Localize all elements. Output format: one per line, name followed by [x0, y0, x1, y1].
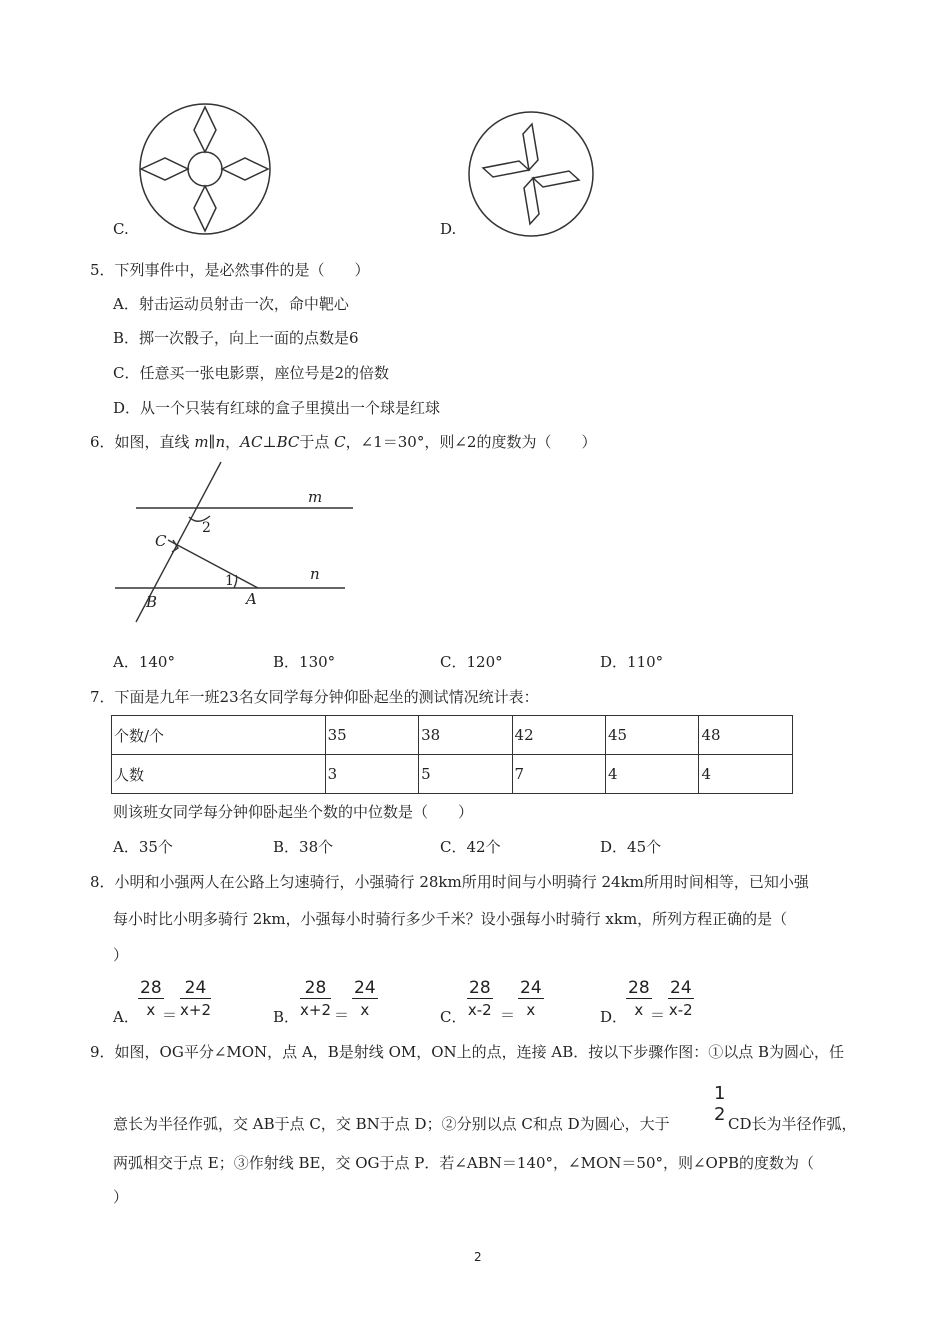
- table-cell: 3: [325, 755, 418, 794]
- q8-option-c-frac2: $\frac{24}{x}$: [520, 978, 542, 1019]
- table-cell: 4: [699, 755, 793, 794]
- q8-option-a-frac2: $\frac{24}{x+2}$: [180, 978, 211, 1019]
- q6-stem: 6．如图，直线 m∥n，AC⊥BC于点 C，∠1＝30°，则∠2的度数为（ ）: [90, 433, 597, 451]
- option-c-label: C.: [113, 220, 129, 238]
- table-cell: 7: [512, 755, 605, 794]
- q7-option-d: D．45个: [600, 838, 662, 856]
- q8-option-a-label: A．: [113, 1008, 139, 1026]
- q6-option-b: B．130°: [273, 653, 336, 671]
- option-d-label: D.: [440, 220, 457, 238]
- table-cell: 42: [512, 716, 605, 755]
- q7-option-b: B．38个: [273, 838, 334, 856]
- q5-option-c: C．任意买一张电影票，座位号是2的倍数: [113, 364, 390, 382]
- q7-stem: 7．下面是九年一班23名女同学每分钟仰卧起坐的测试情况统计表：: [90, 688, 539, 706]
- q8-option-d-frac1: $\frac{28}{x}$: [628, 978, 650, 1019]
- q9-line2b: CD长为半径作弧，: [728, 1115, 857, 1133]
- q9-line2a: 意长为半径作弧，交 AB于点 C，交 BN于点 D；②分别以点 C和点 D为圆心，大于: [113, 1115, 670, 1133]
- q8-option-b-frac2: $\frac{24}{x}$: [354, 978, 376, 1019]
- q7-question: 则该班女同学每分钟仰卧起坐个数的中位数是（ ）: [113, 803, 474, 821]
- angle-2-label: 2: [202, 520, 211, 536]
- equals-sign: ＝: [650, 1006, 666, 1024]
- q5-option-b: B．掷一次骰子，向上一面的点数是6: [113, 329, 359, 347]
- q5-option-a: A．射击运动员射击一次，命中靶心: [113, 295, 349, 313]
- table-row: [112, 755, 793, 794]
- q6-option-d: D．110°: [600, 653, 664, 671]
- table-cell: 5: [419, 755, 512, 794]
- label-m: m: [308, 488, 323, 506]
- table-cell: 35: [325, 716, 418, 755]
- label-A: A: [246, 590, 257, 608]
- q7-table: [111, 715, 793, 794]
- q8-option-d-frac2: $\frac{24}{x-2}$: [668, 978, 693, 1019]
- equals-sign: ＝: [162, 1006, 178, 1024]
- q8-line1: 8．小明和小强两人在公路上匀速骑行，小强骑行 28km所用时间与小明骑行 24km所用时间相等，已知小强: [90, 873, 809, 891]
- q8-option-a-frac1: $\frac{28}{x}$: [140, 978, 162, 1019]
- table-cell: 48: [699, 716, 793, 755]
- q7-option-c: C．42个: [440, 838, 501, 856]
- equals-sign: ＝: [334, 1006, 350, 1024]
- q9-line1: 9．如图，OG平分∠MON，点 A，B是射线 OM，ON上的点，连接 AB．按以下步骤作图：①以点 B为圆心，任: [90, 1043, 845, 1061]
- q9-line3: 两弧相交于点 E；③作射线 BE，交 OG于点 P．若∠ABN＝140°，∠MON＝50°，则∠OPB的度数为（: [113, 1154, 814, 1172]
- table-cell: 个数/个: [112, 716, 326, 755]
- q7-option-a: A．35个: [113, 838, 173, 856]
- label-n: n: [310, 565, 320, 583]
- figure-option-c: [138, 102, 272, 236]
- table-cell: 4: [606, 755, 699, 794]
- table-cell: 38: [419, 716, 512, 755]
- q6-option-c: C．120°: [440, 653, 503, 671]
- label-B: B: [146, 593, 158, 611]
- q8-option-c-label: C．: [440, 1008, 467, 1026]
- angle-1-label: 1: [225, 573, 234, 589]
- q8-line2: 每小时比小明多骑行 2km，小强每小时骑行多少千米？设小强每小时骑行 xkm，所列方程正确的是（: [113, 910, 788, 928]
- q5-stem: 5．下列事件中，是必然事件的是（ ）: [90, 261, 370, 279]
- figure-option-d: [467, 110, 595, 238]
- q8-option-c-frac1: $\frac{28}{x-2}$: [467, 978, 492, 1019]
- half-fraction: 1 2: [714, 1083, 726, 1125]
- q8-option-d-label: D．: [600, 1008, 628, 1026]
- equals-sign: ＝: [500, 1006, 516, 1024]
- table-cell: 45: [606, 716, 699, 755]
- q8-line3: ）: [113, 946, 129, 964]
- q6-option-a: A．140°: [113, 653, 175, 671]
- table-cell: 人数: [112, 755, 326, 794]
- q8-option-b-label: B．: [273, 1008, 300, 1026]
- page-number: 2: [474, 1250, 482, 1264]
- q8-option-b-frac1: $\frac{28}{x+2}$: [300, 978, 331, 1019]
- table-row: [112, 716, 793, 755]
- label-C: C: [155, 532, 167, 550]
- q9-line4: ）: [113, 1188, 129, 1206]
- q6-figure: [110, 460, 360, 630]
- q5-option-d: D．从一个只装有红球的盒子里摸出一个球是红球: [113, 399, 441, 417]
